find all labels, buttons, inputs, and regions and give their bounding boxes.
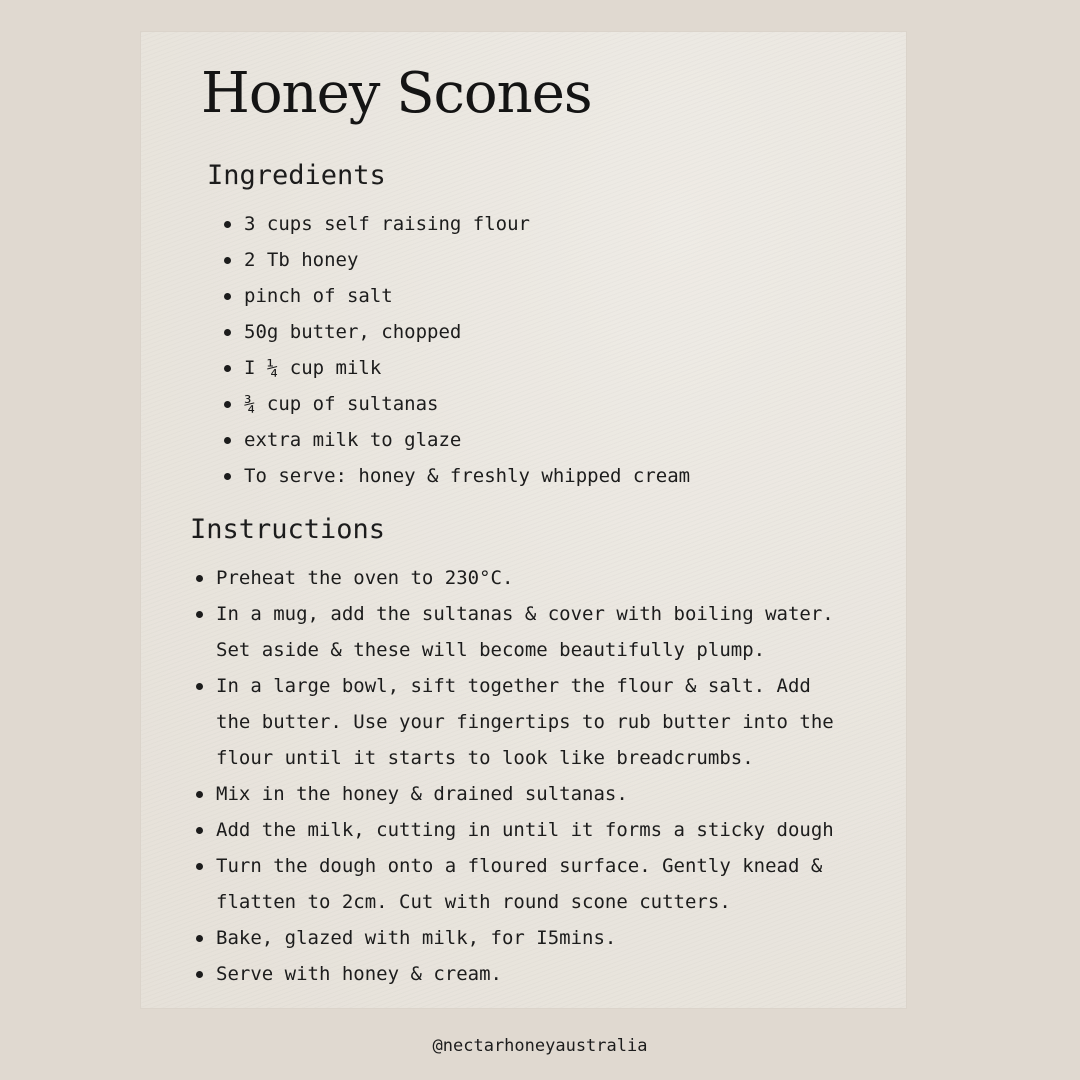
ingredient-item: I ¼ cup milk (221, 350, 861, 386)
instruction-step: In a mug, add the sultanas & cover with boiling water. Set aside & these will become beautifully plump. (193, 596, 856, 668)
instruction-step: Turn the dough onto a floured surface. Gently knead & flatten to 2cm. Cut with round scone cutters. (193, 848, 856, 920)
recipe-card (141, 32, 906, 1008)
ingredient-item: extra milk to glaze (221, 422, 861, 458)
instruction-step: In a large bowl, sift together the flour & salt. Add the butter. Use your fingertips to rub butter into the flour until it starts to look like breadcrumbs. (193, 668, 856, 776)
ingredient-item: To serve: honey & freshly whipped cream (221, 458, 861, 494)
instruction-step: Preheat the oven to 230°C. (193, 560, 856, 596)
social-handle: @nectarhoneyaustralia (432, 1036, 648, 1056)
ingredients-list (221, 206, 861, 494)
recipe-title: Honey Scones (201, 61, 592, 126)
instructions-heading: Instructions (190, 514, 386, 545)
ingredient-item: 2 Tb honey (221, 242, 861, 278)
ingredient-item: 3 cups self raising flour (221, 206, 861, 242)
ingredient-item: 50g butter, chopped (221, 314, 861, 350)
ingredient-item: pinch of salt (221, 278, 861, 314)
instruction-step: Add the milk, cutting in until it forms a sticky dough (193, 812, 856, 848)
ingredients-heading: Ingredients (207, 160, 386, 191)
instructions-list (193, 560, 883, 992)
ingredient-item: ¾ cup of sultanas (221, 386, 861, 422)
instruction-step: Bake, glazed with milk, for I5mins. (193, 920, 856, 956)
instruction-step: Mix in the honey & drained sultanas. (193, 776, 856, 812)
instruction-step: Serve with honey & cream. (193, 956, 856, 992)
